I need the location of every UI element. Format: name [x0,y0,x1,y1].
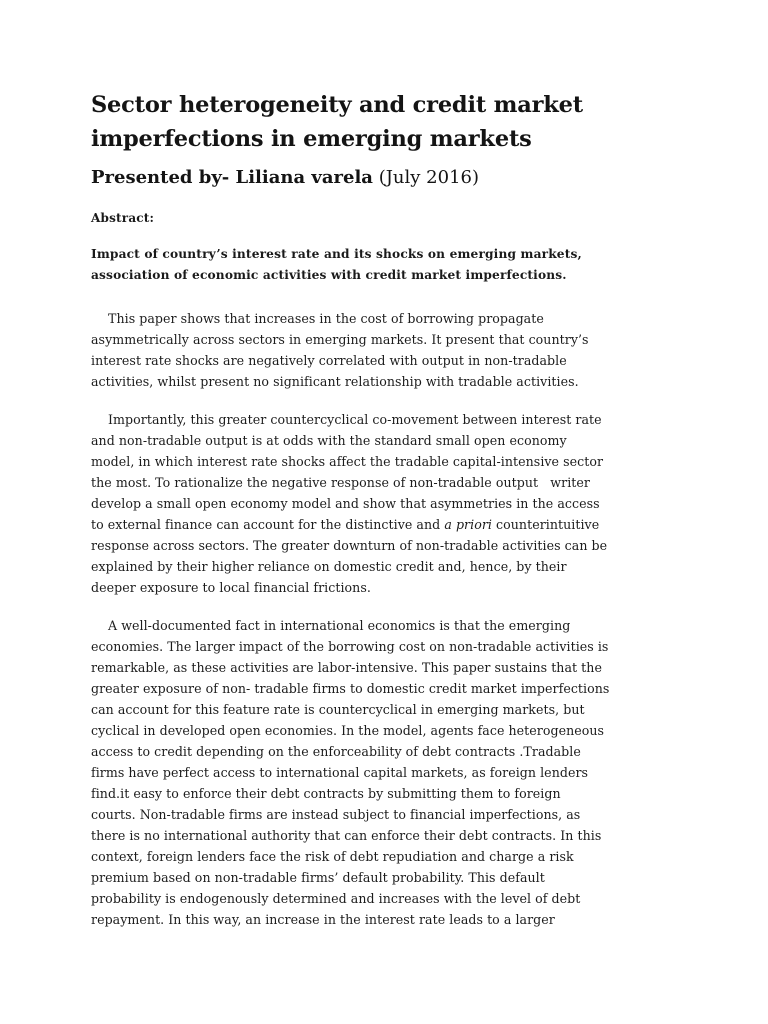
abstract-heading: Abstract: [91,211,155,225]
text-line: the most. To rationalize the negative response of non-tradable output writer [91,475,590,490]
text-line: greater exposure of non- tradable firms to domestic credit market imperfections [91,681,610,696]
paragraph-2 [91,409,691,598]
presenter-name: Presented by- Liliana varela [91,167,373,188]
text-segment: to external finance can account for the distinctive and [91,517,445,532]
abstract-summary [91,244,691,286]
text-line: can account for this feature rate is countercyclical in emerging markets, but [91,702,585,717]
document-title [91,88,691,156]
title-line: imperfections in emerging markets [91,126,532,152]
text-line: economies. The larger impact of the borrowing cost on non-tradable activities is [91,639,609,654]
presenter-line [91,164,691,192]
text-line: Importantly, this greater countercyclical co-movement between interest rate [108,412,602,427]
text-line: premium based on non-tradable firms’ default probability. This default [91,870,545,885]
text-line: cyclical in developed open economies. In the model, agents face heterogeneous [91,723,605,738]
summary-line: Impact of country’s interest rate and its shocks on emerging markets, [91,247,582,261]
italic-term: a priori [444,517,492,532]
title-line: Sector heterogeneity and credit market [91,92,583,118]
text-line: repayment. In this way, an increase in the interest rate leads to a larger [91,912,555,927]
text-segment: counterintuitive [491,517,600,532]
document-page [91,88,691,930]
text-line: interest rate shocks are negatively correlated with output in non-tradable [91,353,567,368]
text-line: and non-tradable output is at odds with the standard small open economy [91,433,567,448]
summary-line: association of economic activities with credit market imperfections. [91,268,567,282]
presentation-date: (July 2016) [378,167,479,188]
text-line: context, foreign lenders face the risk of debt repudiation and charge a risk [91,849,574,864]
text-line: find.it easy to enforce their debt contracts by submitting them to foreign [91,786,561,801]
text-line: asymmetrically across sectors in emerging markets. It present that country’s [91,332,589,347]
text-line: A well-documented fact in international economics is that the emerging [108,618,571,633]
text-line [91,517,599,532]
text-line: response across sectors. The greater downturn of non-tradable activities can be [91,538,608,553]
text-line: model, in which interest rate shocks affect the tradable capital-intensive sector [91,454,604,469]
text-line: activities, whilst present no significant relationship with tradable activities. [91,374,579,389]
text-line: develop a small open economy model and show that asymmetries in the access [91,496,600,511]
text-line: explained by their higher reliance on domestic credit and, hence, by their [91,559,567,574]
text-line: firms have perfect access to international capital markets, as foreign lenders [91,765,589,780]
text-line: access to credit depending on the enforceability of debt contracts .Tradable [91,744,581,759]
text-line: there is no international authority that can enforce their debt contracts. In this [91,828,602,843]
text-line: courts. Non-tradable firms are instead subject to financial imperfections, as [91,807,581,822]
text-line: deeper exposure to local financial frictions. [91,580,371,595]
text-line: probability is endogenously determined and increases with the level of debt [91,891,581,906]
text-line: remarkable, as these activities are labor-intensive. This paper sustains that the [91,660,602,675]
text-line: This paper shows that increases in the cost of borrowing propagate [108,311,544,326]
paragraph-3 [91,615,691,930]
paragraph-1 [91,308,691,392]
